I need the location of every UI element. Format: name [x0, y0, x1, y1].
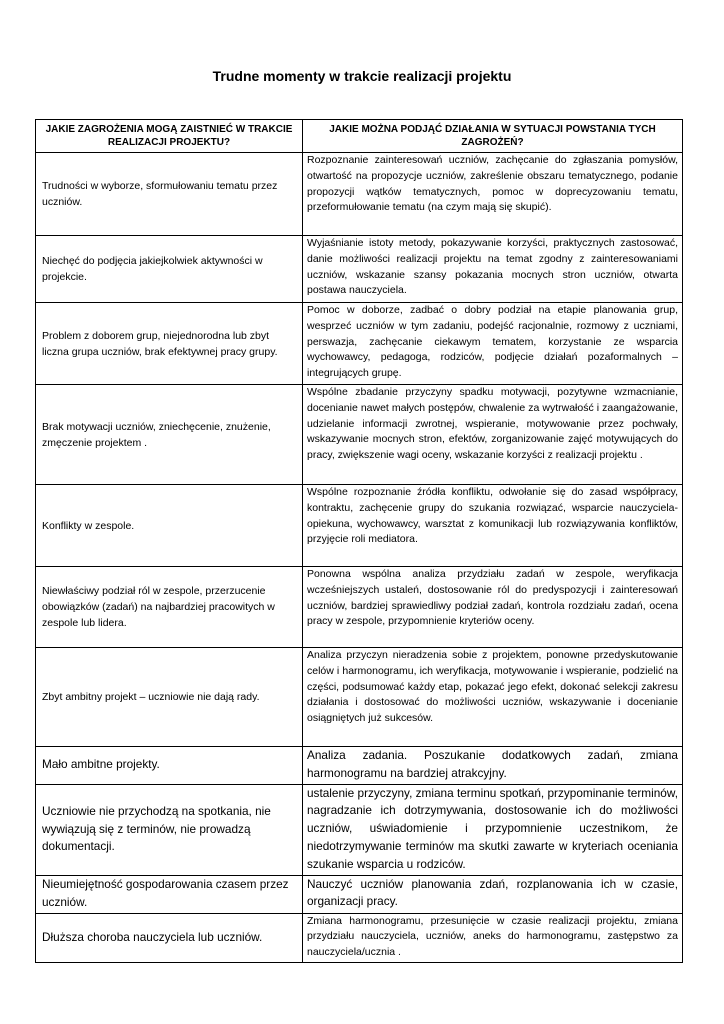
threats-table — [35, 119, 683, 963]
table-row — [36, 913, 683, 962]
threat-cell: Niechęć do podjęcia jakiejkolwiek aktywności w projekcie. — [36, 236, 303, 303]
table-row — [36, 485, 683, 567]
action-cell: Wyjaśnianie istoty metody, pokazywanie korzyści, praktycznych zastosować, danie możliwości realizacji projektu na temat zgodny z zainteresowaniami uczniów, wskazanie szansy pokazania mocnych stron uczniów, otwarta postawa nauczyciela. — [303, 236, 683, 303]
threat-cell: Problem z doborem grup, niejednorodna lub zbyt liczna grupa uczniów, brak efektywnej pracy grupy. — [36, 303, 303, 385]
threat-cell: Trudności w wyborze, sformułowaniu tematu przez uczniów. — [36, 153, 303, 236]
action-cell: Wspólne zbadanie przyczyny spadku motywacji, pozytywne wzmacnianie, docenianie nawet małych postępów, chwalenie za wytrwałość i zaangażowanie, udzielanie informacji zwrotnej, wspieranie, motywowanie przez pochwały, wskazywanie mocnych stron, efektów, zorganizowanie zajęć motywujących do pracy, zwiększenie wagi oceny, wskazanie korzyści z realizacji projektu . — [303, 385, 683, 485]
table-row — [36, 747, 683, 785]
table-row — [36, 875, 683, 913]
page-title: Trudne momenty w trakcie realizacji projektu — [212, 68, 512, 84]
threat-cell: Nieumiejętność gospodarowania czasem przez uczniów. — [36, 875, 303, 913]
threat-cell: Brak motywacji uczniów, zniechęcenie, znużenie, zmęczenie projektem . — [36, 385, 303, 485]
table-row — [36, 153, 683, 236]
table-header-row — [36, 120, 683, 153]
action-cell: Rozpoznanie zainteresowań uczniów, zachęcanie do zgłaszania pomysłów, otwartość na propozycje uczniów, zakreślenie obszaru tematycznego, podanie propozycji wątków tematycznych, pomoc w doprecyzowaniu tematu, przeformułowanie tematu (na czym mają się skupić). — [303, 153, 683, 236]
action-cell: ustalenie przyczyny, zmiana terminu spotkań, przypominanie terminów, nagradzanie ich dotrzymywania, dostosowanie ich do możliwości uczniów, uświadomienie i przypomnienie uczestnikom, że niedotrzymywanie terminów ma skutki zawarte w kryteriach oceniania szukanie wsparcia u rodziców. — [303, 784, 683, 875]
action-cell: Ponowna wspólna analiza przydziału zadań w zespole, weryfikacja wcześniejszych ustaleń, dostosowanie ról do predyspozycji i zainteresowań uczniów, bardziej sprawiedliwy podział zadań, kontrola rozdziału zadań, ocena pracy w zespole, przypomnienie kryteriów oceny. — [303, 567, 683, 648]
action-cell: Pomoc w doborze, zadbać o dobry podział na etapie planowania grup, wesprzeć uczniów w tym zadaniu, podejść racjonalnie, rozmowy z uczniami, perswazja, zachęcanie ciekawym tematem, korzystanie ze wsparcia wychowawcy, pedagoga, rodziców, podjęcie działań pozaformalnych – integrujących grupę. — [303, 303, 683, 385]
threat-cell: Dłuższa choroba nauczyciela lub uczniów. — [36, 913, 303, 962]
table-row — [36, 567, 683, 648]
header-actions: JAKIE MOŻNA PODJĄĆ DZIAŁANIA W SYTUACJI POWSTANIA TYCH ZAGROŻEŃ? — [303, 120, 683, 153]
threat-cell: Konflikty w zespole. — [36, 485, 303, 567]
header-threats: JAKIE ZAGROŻENIA MOGĄ ZAISTNIEĆ W TRAKCIE REALIZACJI PROJEKTU? — [36, 120, 303, 153]
threat-cell: Zbyt ambitny projekt – uczniowie nie dają rady. — [36, 648, 303, 747]
table-row — [36, 303, 683, 385]
action-cell: Analiza zadania. Poszukanie dodatkowych zadań, zmiana harmonogramu na bardziej atrakcyjny. — [303, 747, 683, 785]
threat-cell: Uczniowie nie przychodzą na spotkania, nie wywiązują się z terminów, nie prowadzą dokumentacji. — [36, 784, 303, 875]
table-row — [36, 385, 683, 485]
table-row — [36, 784, 683, 875]
threat-cell: Niewłaściwy podział ról w zespole, przerzucenie obowiązków (zadań) na najbardziej pracowitych w zespole lub lidera. — [36, 567, 303, 648]
threat-cell: Mało ambitne projekty. — [36, 747, 303, 785]
action-cell: Zmiana harmonogramu, przesunięcie w czasie realizacji projektu, zmiana przydziału nauczyciela, uczniów, aneks do harmonogramu, zastępstwo za nauczyciela/ucznia . — [303, 913, 683, 962]
table-row — [36, 236, 683, 303]
action-cell: Analiza przyczyn nieradzenia sobie z projektem, ponowne przedyskutowanie celów i harmonogramu, ich weryfikacja, motywowanie i wspieranie, podzielić na części, podsumować każdy etap, pokazać jego efekt, dokonać selekcji zakresu działania i dostosować do możliwości uczniów, wskazywanie i docenianie osiągniętych już sukcesów. — [303, 648, 683, 747]
table-row — [36, 648, 683, 747]
action-cell: Nauczyć uczniów planowania zdań, rozplanowania ich w czasie, organizacji pracy. — [303, 875, 683, 913]
action-cell: Wspólne rozpoznanie źródła konfliktu, odwołanie się do zasad współpracy, kontraktu, zachęcenie grupy do szukania rozwiązać, wsparcie nauczyciela-opiekuna, wychowawcy, warsztat z komunikacji lub rozwiązywania konfliktów, przyjęcie roli mediatora. — [303, 485, 683, 567]
